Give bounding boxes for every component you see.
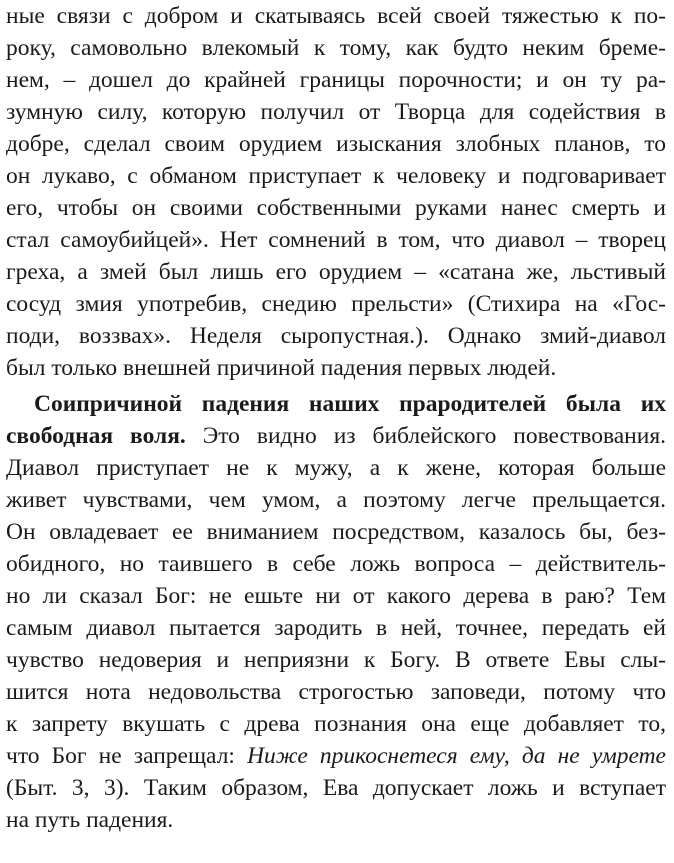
text-line: обидного, но таившего в себе ложь вопроса – действитель- xyxy=(6,551,666,577)
text-line: поди, воззвах». Неделя сыропустная.). Однако змий-диавол xyxy=(6,323,666,349)
text-line: к запрету вкушать с древа познания она еще добавляет то, xyxy=(6,711,666,737)
text-line: греха, а змей был лишь его орудием – «сатана же, льстивый xyxy=(6,259,666,285)
text-line: Диавол приступает не к мужу, а к жене, которая больше xyxy=(6,455,666,481)
text-run: Это видно из библейского повествования. xyxy=(185,423,666,449)
text-line: нем, – дошел до крайней границы порочности; и он ту ра- xyxy=(6,67,666,93)
text-line: на путь падения. xyxy=(6,807,174,833)
text-line: он лукаво, с обманом приступает к человеку и подговаривает xyxy=(6,163,666,189)
text-line xyxy=(6,420,666,452)
text-line: року, самовольно влекомый к тому, как будто неким бреме- xyxy=(6,35,666,61)
text-line: Он овладевает ее вниманием посредством, казалось бы, без- xyxy=(6,519,666,545)
text-line: стал самоубийцей». Нет сомнений в том, что диавол – творец xyxy=(6,227,666,253)
text-line: живет чувствами, чем умом, а поэтому легче прельщается. xyxy=(6,487,666,513)
text-line: его, чтобы он своими собственными руками нанес смерть и xyxy=(6,195,666,221)
text-line: шится нота недовольства строгостью заповеди, потому что xyxy=(6,679,666,705)
bold-lead: свободная воля. xyxy=(6,423,186,449)
text-line: (Быт. 3, 3). Таким образом, Ева допускает ложь и вступает xyxy=(6,775,666,801)
text-line: самым диавол пытается зародить в ней, точнее, передать ей xyxy=(6,615,666,641)
text-line: но ли сказал Бог: не ешьте ни от какого дерева в раю? Тем xyxy=(6,583,666,609)
text-line: чувство недоверия и неприязни к Богу. В ответе Евы слы- xyxy=(6,647,666,673)
text-line: добре, сделал своим орудием изыскания злобных планов, то xyxy=(6,131,666,157)
text-line xyxy=(6,740,666,772)
bold-lead: Соипричиной падения наших прародителей была их xyxy=(34,391,666,417)
text-line xyxy=(34,388,666,420)
text-line: сосуд змия употребив, снедию прельсти» (Стихира на «Гос- xyxy=(6,291,666,317)
scripture-quote: Ниже прикоснетеся ему, да не умрете xyxy=(247,743,666,769)
text-line: ные связи с добром и скатываясь всей своей тяжестью к по- xyxy=(6,3,666,29)
text-line: зумную силу, которую получил от Творца для содействия в xyxy=(6,99,666,125)
text-line: был только внешней причиной падения первых людей. xyxy=(6,355,557,381)
text-run: что Бог не запрещал: xyxy=(6,743,248,769)
